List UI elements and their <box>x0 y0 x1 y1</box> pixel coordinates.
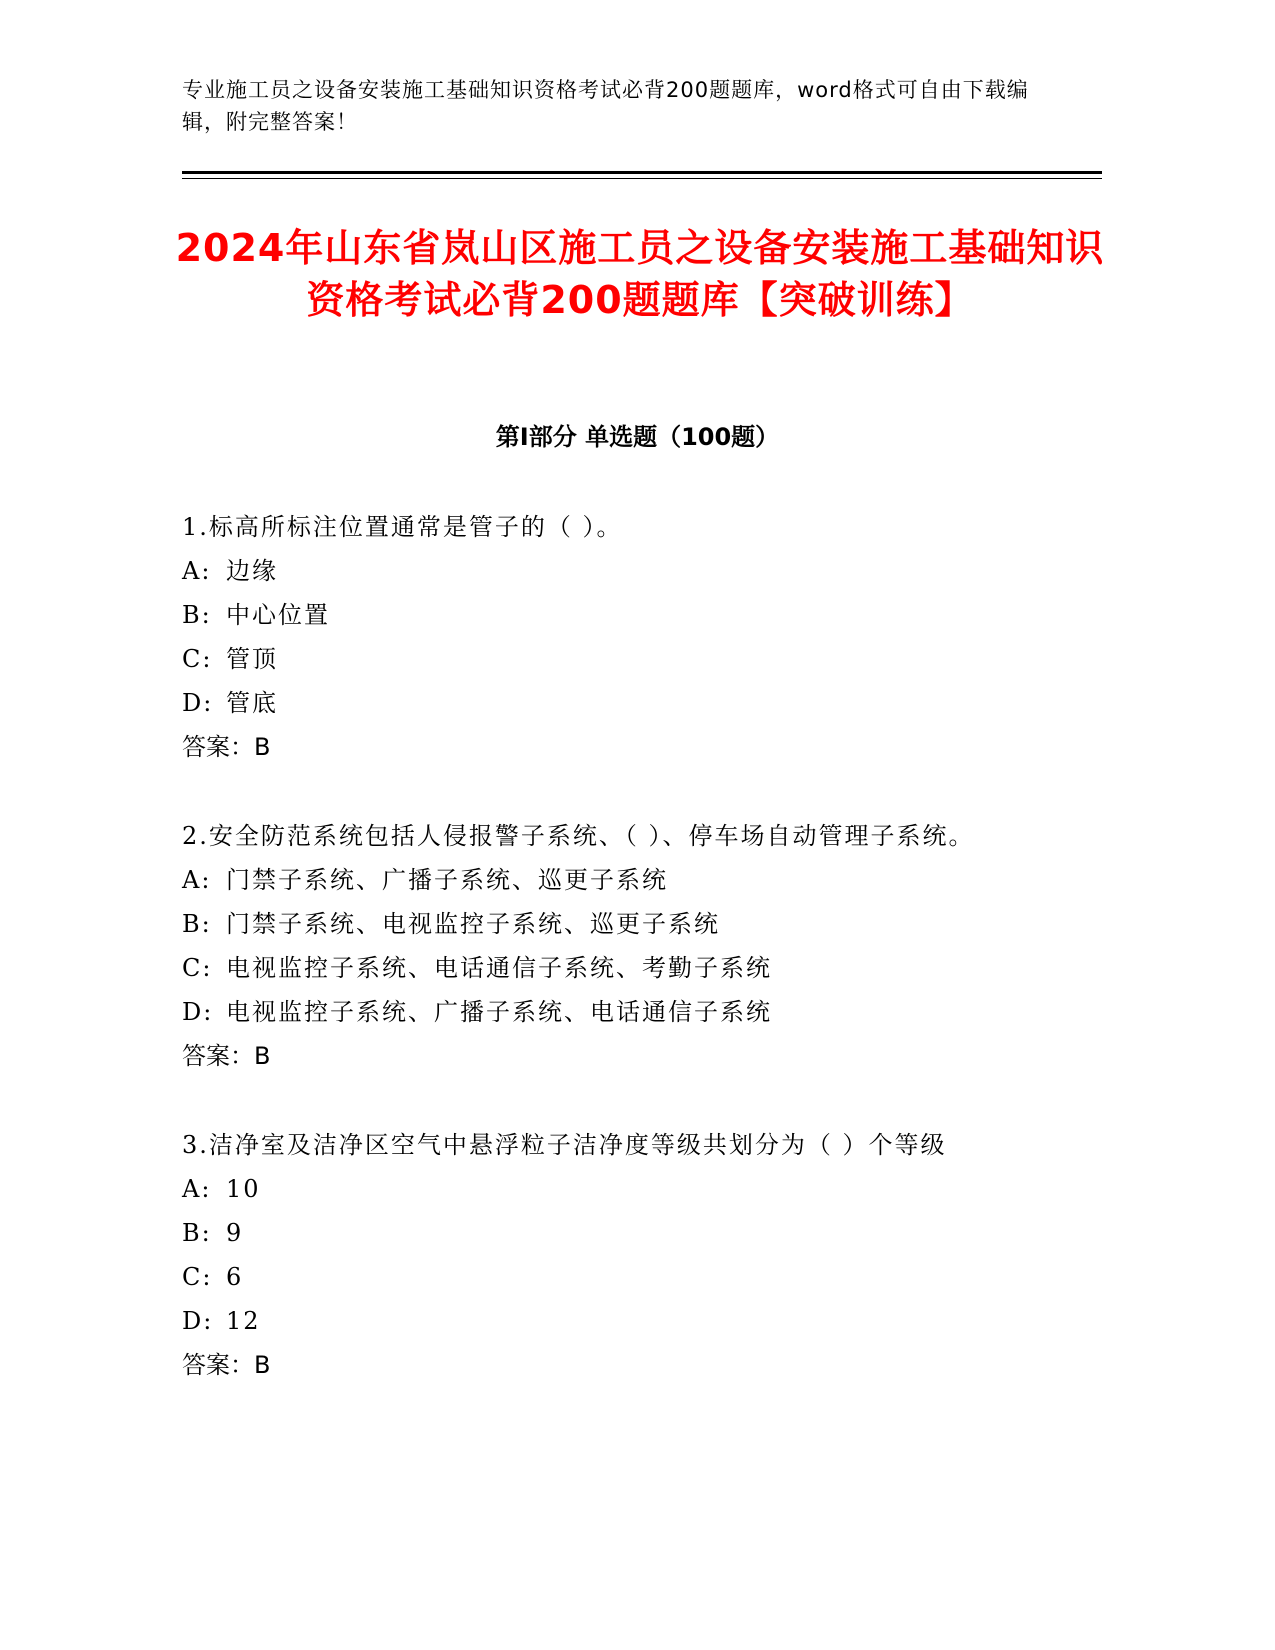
question-1 <box>182 505 1062 769</box>
option-key: C: <box>182 1263 213 1291</box>
option-text: 管底 <box>226 689 278 717</box>
option-key: B: <box>182 910 212 938</box>
header-note: 专业施工员之设备安装施工基础知识资格考试必背200题题库，word格式可自由下载编辑，附完整答案！ <box>182 78 1029 134</box>
option-b <box>182 1211 1062 1255</box>
answer: 答案：B <box>182 733 271 761</box>
option-text: 边缘 <box>226 557 278 585</box>
question-stem: 3.洁净室及洁净区空气中悬浮粒子洁净度等级共划分为（ ）个等级 <box>182 1131 947 1159</box>
option-text: 管顶 <box>226 645 278 673</box>
question-3 <box>182 1123 1062 1387</box>
document-title: 2024年山东省岚山区施工员之设备安装施工基础知识资格考试必背200题题库【突破训练】 <box>175 226 1105 322</box>
option-text: 10 <box>226 1175 261 1203</box>
option-key: C: <box>182 954 213 982</box>
question-list <box>182 505 1062 1432</box>
question-2 <box>182 814 1062 1078</box>
option-key: D: <box>182 998 214 1026</box>
option-b <box>182 593 1062 637</box>
option-text: 9 <box>226 1219 244 1247</box>
option-text: 门禁子系统、电视监控子系统、巡更子系统 <box>226 910 720 938</box>
question-stem: 1.标高所标注位置通常是管子的（ ）。 <box>182 513 623 541</box>
answer: 答案：B <box>182 1351 271 1379</box>
question-stem: 2.安全防范系统包括人侵报警子系统、（ ）、停车场自动管理子系统。 <box>182 822 975 850</box>
option-key: D: <box>182 689 214 717</box>
option-key: A: <box>182 1175 212 1203</box>
option-b <box>182 902 1062 946</box>
option-text: 中心位置 <box>226 601 330 629</box>
option-key: C: <box>182 645 213 673</box>
option-c <box>182 637 1062 681</box>
option-d <box>182 681 1062 725</box>
option-a <box>182 549 1062 593</box>
option-c <box>182 1255 1062 1299</box>
header-divider-thin <box>182 178 1102 179</box>
option-key: A: <box>182 557 212 585</box>
option-key: B: <box>182 1219 212 1247</box>
option-text: 6 <box>226 1263 244 1291</box>
option-key: A: <box>182 866 212 894</box>
option-text: 电视监控子系统、广播子系统、电话通信子系统 <box>226 998 772 1026</box>
option-a <box>182 858 1062 902</box>
option-d <box>182 990 1062 1034</box>
option-text: 电视监控子系统、电话通信子系统、考勤子系统 <box>226 954 772 982</box>
option-text: 12 <box>226 1307 261 1335</box>
option-key: D: <box>182 1307 214 1335</box>
option-c <box>182 946 1062 990</box>
section-heading: 第Ⅰ部分 单选题（100题） <box>495 423 780 451</box>
option-d <box>182 1299 1062 1343</box>
option-text: 门禁子系统、广播子系统、巡更子系统 <box>226 866 668 894</box>
option-a <box>182 1167 1062 1211</box>
option-key: B: <box>182 601 212 629</box>
header-divider-thick <box>182 171 1102 174</box>
answer: 答案：B <box>182 1042 271 1070</box>
